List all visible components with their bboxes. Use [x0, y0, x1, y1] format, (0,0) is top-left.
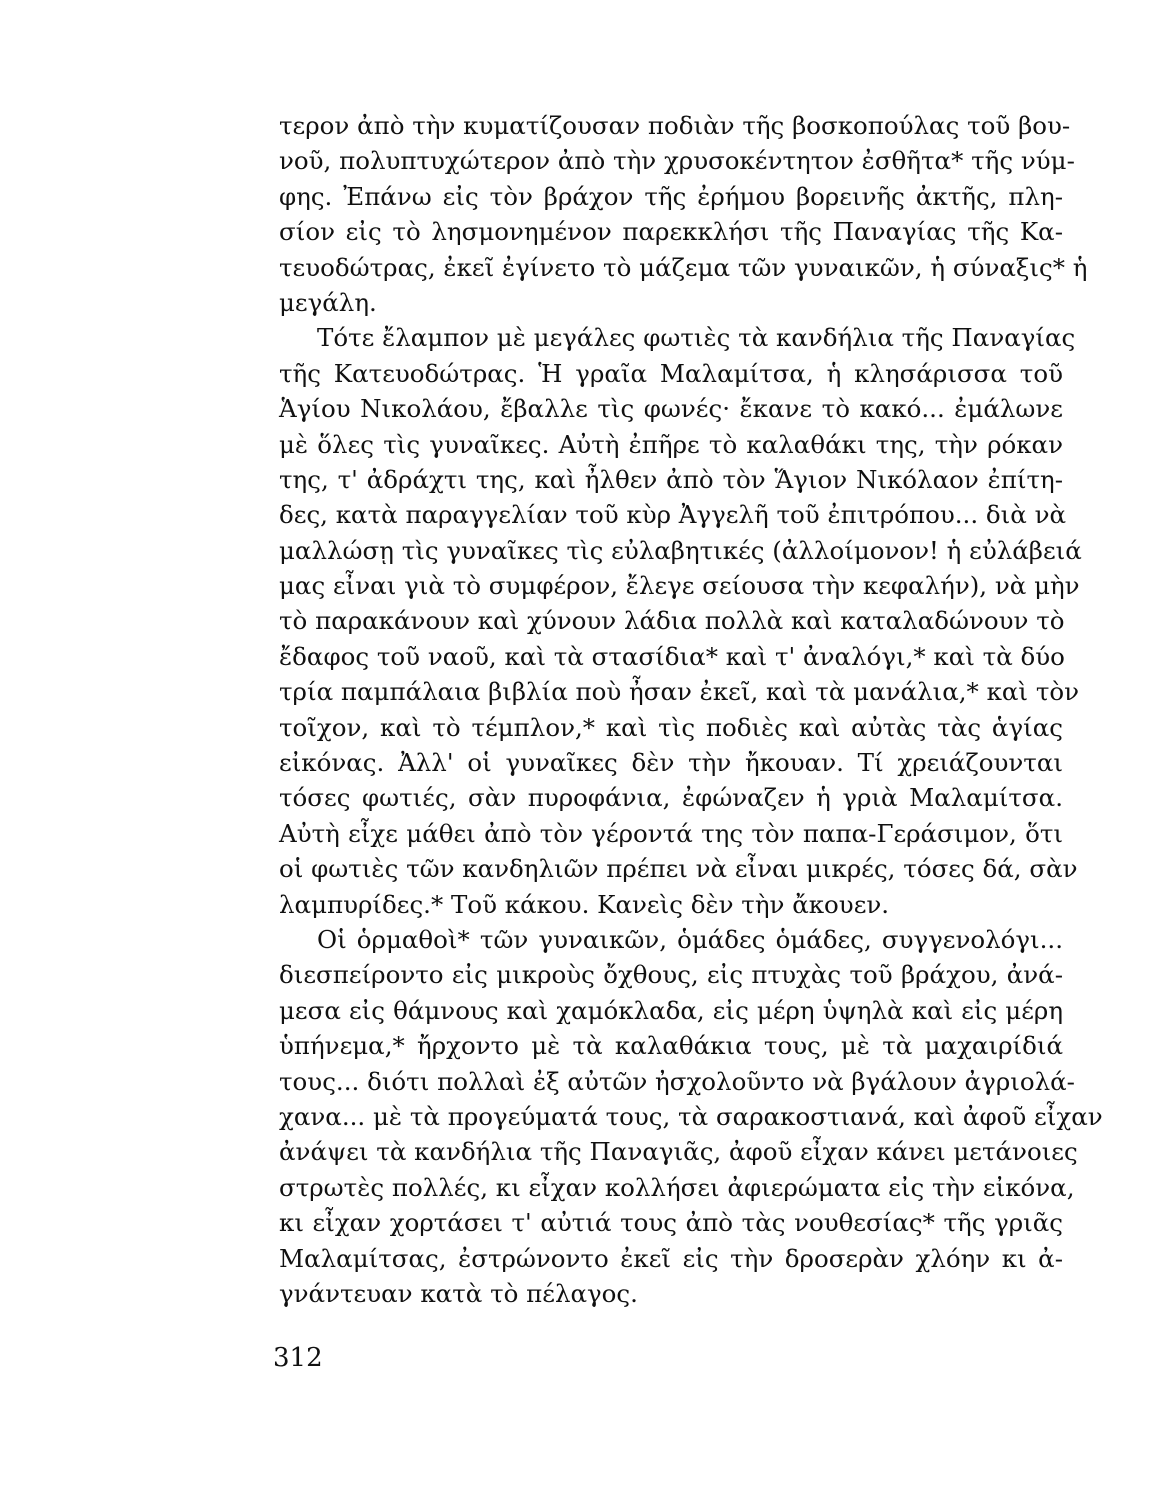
- text-line: τερον ἀπὸ τὴν κυματίζουσαν ποδιὰν τῆς βοσκοπούλας τοῦ βου-: [279, 111, 1071, 140]
- paragraph: [279, 922, 1103, 1311]
- paragraph: [279, 320, 1082, 922]
- page-number: 312: [273, 1343, 323, 1373]
- text-line: τῆς Κατευοδώτρας. Ἡ γραῖα Μαλαμίτσα, ἡ κλησάρισσα τοῦ: [279, 358, 1063, 388]
- text-line: ἔδαφος τοῦ ναοῦ, καὶ τὰ στασίδια* καὶ τ' ἀναλόγι,* καὶ τὰ δύο: [279, 641, 1065, 671]
- text-line: Οἱ ὁρμαθοὶ* τῶν γυναικῶν, ὁμάδες ὁμάδες, συγγενολόγι...: [317, 924, 1063, 954]
- text-line: μεσα εἰς θάμνους καὶ χαμόκλαδα, εἰς μέρη ὑψηλὰ καὶ εἰς μέρη: [279, 995, 1063, 1025]
- text-line: μὲ ὅλες τὶς γυναῖκες. Αὐτὴ ἐπῆρε τὸ καλαθάκι της, τὴν ρόκαν: [279, 429, 1063, 459]
- paragraph: [279, 108, 1088, 320]
- text-line: εἰκόνας. Ἀλλ' οἱ γυναῖκες δὲν τὴν ἤκουαν. Τί χρειάζουνται: [279, 748, 1063, 778]
- text-line: τὸ παρακάνουν καὶ χύνουν λάδια πολλὰ καὶ καταλαδώνουν τὸ: [279, 606, 1065, 636]
- text-line: διεσπείροντο εἰς μικροὺς ὄχθους, εἰς πτυχὰς τοῦ βράχου, ἀνά-: [279, 960, 1063, 990]
- text-line: τρία παμπάλαια βιβλία ποὺ ἦσαν ἐκεῖ, καὶ τὰ μανάλια,* καὶ τὸν: [279, 677, 1080, 707]
- text-line: σίον εἰς τὸ λησμονημένον παρεκκλήσι τῆς Παναγίας τῆς Κα-: [279, 217, 1063, 247]
- body-text: [279, 108, 1103, 1311]
- text-line: ὑπήνεμα,* ἤρχοντο μὲ τὰ καλαθάκια τους, μὲ τὰ μαχαιρίδιά: [279, 1031, 1063, 1061]
- text-line: δες, κατὰ παραγγελίαν τοῦ κὺρ Ἀγγελῆ τοῦ ἐπιτρόπου... διὰ νὰ: [279, 500, 1067, 530]
- text-line: μας εἶναι γιὰ τὸ συμφέρον, ἔλεγε σείουσα τὴν κεφαλήν), νὰ μὴν: [279, 571, 1080, 601]
- text-line: Μαλαμίτσας, ἐστρώνοντο ἐκεῖ εἰς τὴν δροσερὰν χλόην κι ἀ-: [279, 1243, 1063, 1273]
- text-line: γνάντευαν κατὰ τὸ πέλαγος.: [279, 1278, 638, 1308]
- text-line: λαμπυρίδες.* Τοῦ κάκου. Κανεὶς δὲν τὴν ἄκουεν.: [279, 889, 890, 919]
- text-line: μεγάλη.: [279, 287, 377, 317]
- text-line: τοῖχον, καὶ τὸ τέμπλον,* καὶ τὶς ποδιὲς καὶ αὐτὰς τὰς ἁγίας: [279, 712, 1063, 742]
- text-line: τόσες φωτιές, σὰν πυροφάνια, ἐφώναζεν ἡ γριὰ Μαλαμίτσα.: [279, 783, 1063, 813]
- text-line: Τότε ἔλαμπον μὲ μεγάλες φωτιὲς τὰ κανδήλια τῆς Παναγίας: [317, 323, 1076, 353]
- text-line: μαλλώσῃ τὶς γυναῖκες τὶς εὐλαβητικές (ἀλλοίμονον! ἡ εὐλάβειά: [279, 535, 1082, 565]
- text-line: τευοδώτρας, ἐκεῖ ἐγίνετο τὸ μάζεμα τῶν γυναικῶν, ἡ σύναξις* ἡ: [279, 252, 1088, 282]
- text-line: κι εἶχαν χορτάσει τ' αὐτιά τους ἀπὸ τὰς νουθεσίας* τῆς γριᾶς: [279, 1208, 1063, 1238]
- text-line: χανα... μὲ τὰ προγεύματά τους, τὰ σαρακοστιανά, καὶ ἀφοῦ εἶχαν: [279, 1101, 1103, 1131]
- text-line: της, τ' ἀδράχτι της, καὶ ἦλθεν ἀπὸ τὸν Ἅγιον Νικόλαον ἐπίτη-: [279, 464, 1063, 494]
- text-line: νοῦ, πολυπτυχώτερον ἀπὸ τὴν χρυσοκέντητον ἐσθῆτα* τῆς νύμ-: [279, 146, 1075, 176]
- text-line: Ἁγίου Νικολάου, ἔβαλλε τὶς φωνές· ἔκανε τὸ κακό... ἐμάλωνε: [279, 394, 1063, 424]
- text-line: τους... διότι πολλαὶ ἐξ αὐτῶν ἠσχολοῦντο νὰ βγάλουν ἀγριολά-: [279, 1066, 1075, 1096]
- text-line: φης. Ἐπάνω εἰς τὸν βράχον τῆς ἐρήμου βορεινῆς ἀκτῆς, πλη-: [279, 181, 1063, 211]
- text-line: Αὐτὴ εἶχε μάθει ἀπὸ τὸν γέροντά της τὸν παπα-Γεράσιμον, ὅτι: [279, 818, 1063, 848]
- text-line: οἱ φωτιὲς τῶν κανδηλιῶν πρέπει νὰ εἶναι μικρές, τόσες δά, σὰν: [279, 854, 1078, 884]
- text-line: ἀνάψει τὰ κανδήλια τῆς Παναγιᾶς, ἀφοῦ εἶχαν κάνει μετάνοιες: [279, 1137, 1078, 1167]
- text-line: στρωτὲς πολλές, κι εἶχαν κολλήσει ἀφιερώματα εἰς τὴν εἰκόνα,: [279, 1172, 1075, 1202]
